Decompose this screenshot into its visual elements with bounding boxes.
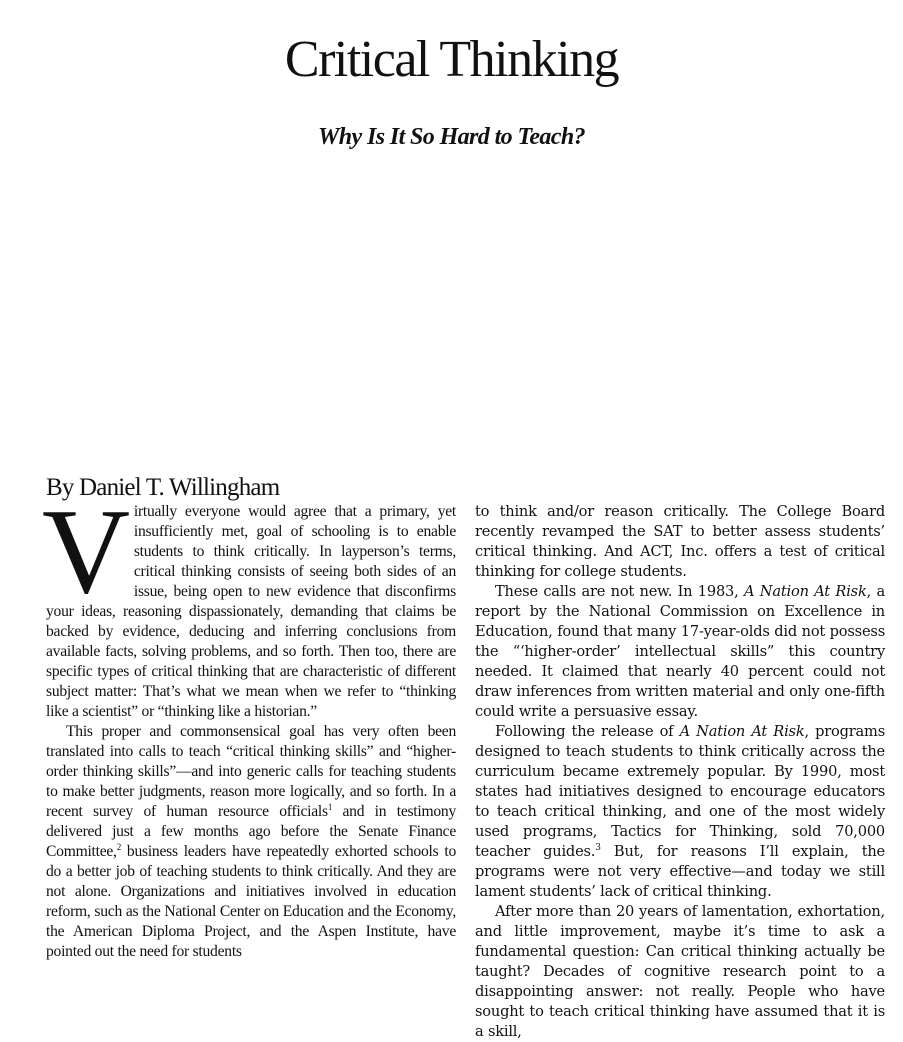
drop-cap-letter: V xyxy=(42,484,130,619)
paragraph-goal-text-a: This proper and commonsensical goal has very often been translated into calls to teach “critical thinking skills” and “higher-order thinking skills”—and into generic calls for teaching students to make better judgments, reason more logically, and so forth. In a recent survey of human resource officials xyxy=(46,723,456,820)
paragraph-intro-text: irtually everyone would agree that a primary, yet insufficiently met, goal of schooling is to enable students to think critically. In layperson’s terms, critical thinking consists of seeing both sides of an issue, being open to new evidence that disconfirms your ideas, reasoning dispassionately, demanding that claims be backed by evidence, deducing and inferring conclusions from available facts, solving problems, and so forth. Then too, there are specific types of critical thinking that are characteristic of different subject matter: That’s what we mean when we refer to “thinking like a scientist” or “thinking like a historian.” xyxy=(46,503,456,720)
paragraph-nation-at-risk xyxy=(475,582,885,722)
footnote-ref-2[interactable]: 2 xyxy=(116,841,121,852)
paragraph-nation-text-a: These calls are not new. In 1983, xyxy=(495,583,745,600)
author-byline: By Daniel T. Willingham xyxy=(46,474,280,501)
paragraph-programs-text-c: But, for reasons I’ll explain, the programs were not very effective—and today we still lament students’ lack of critical thinking. xyxy=(475,843,885,900)
paragraph-goal-text-b: and in testimony delivered just a few months ago before the Senate Finance Committee, xyxy=(46,803,456,860)
paragraph-goal xyxy=(46,722,456,962)
report-title-italic: A Nation At Risk xyxy=(744,583,867,600)
article-subtitle: Why Is It So Hard to Teach? xyxy=(318,124,585,150)
paragraph-programs-text-a: Following the release of xyxy=(495,723,680,740)
right-column xyxy=(475,502,885,1042)
paragraph-programs-text-b: , programs designed to teach students to think critically across the curriculum became extremely popular. By 1990, most states had initiatives designed to encourage educators to teach critical thinking, and one of the most widely used programs, Tactics for Thinking, sold 70,000 teacher guides. xyxy=(475,723,885,860)
paragraph-question: After more than 20 years of lamentation, exhortation, and little improvement, maybe it’s time to ask a fundamental question: Can critical thinking actually be taught? Decades of cognitive research point to a disappointing answer: not really. People who have sought to teach critical thinking have assumed that it is a skill, xyxy=(475,903,885,1040)
paragraph-goal-text-c: business leaders have repeatedly exhorted schools to do a better job of teaching students to think critically. And they are not alone. Organizations and initiatives involved in education reform, such as the National Center on Education and the Economy, the American Diploma Project, and the Aspen Institute, have pointed out the need for students xyxy=(46,843,456,960)
article-title: Critical Thinking xyxy=(284,31,619,88)
paragraph-nation-text-b: , a report by the National Commission on Excellence in Education, found that many 17-year-olds did not possess the “‘higher-order’ intellectual skills” this country needed. It claimed that nearly 40 percent could not draw inferences from written material and only one-fifth could write a persuasive essay. xyxy=(475,583,885,720)
paragraph-continuation: to think and/or reason critically. The College Board recently revamped the SAT to better assess students’ critical thinking. And ACT, Inc. offers a test of critical thinking for college students. xyxy=(475,503,885,580)
paragraph-programs xyxy=(475,722,885,902)
report-title-italic-2: A Nation At Risk xyxy=(679,723,805,740)
footnote-ref-1[interactable]: 1 xyxy=(327,801,333,812)
footnote-ref-3[interactable]: 3 xyxy=(595,843,601,854)
